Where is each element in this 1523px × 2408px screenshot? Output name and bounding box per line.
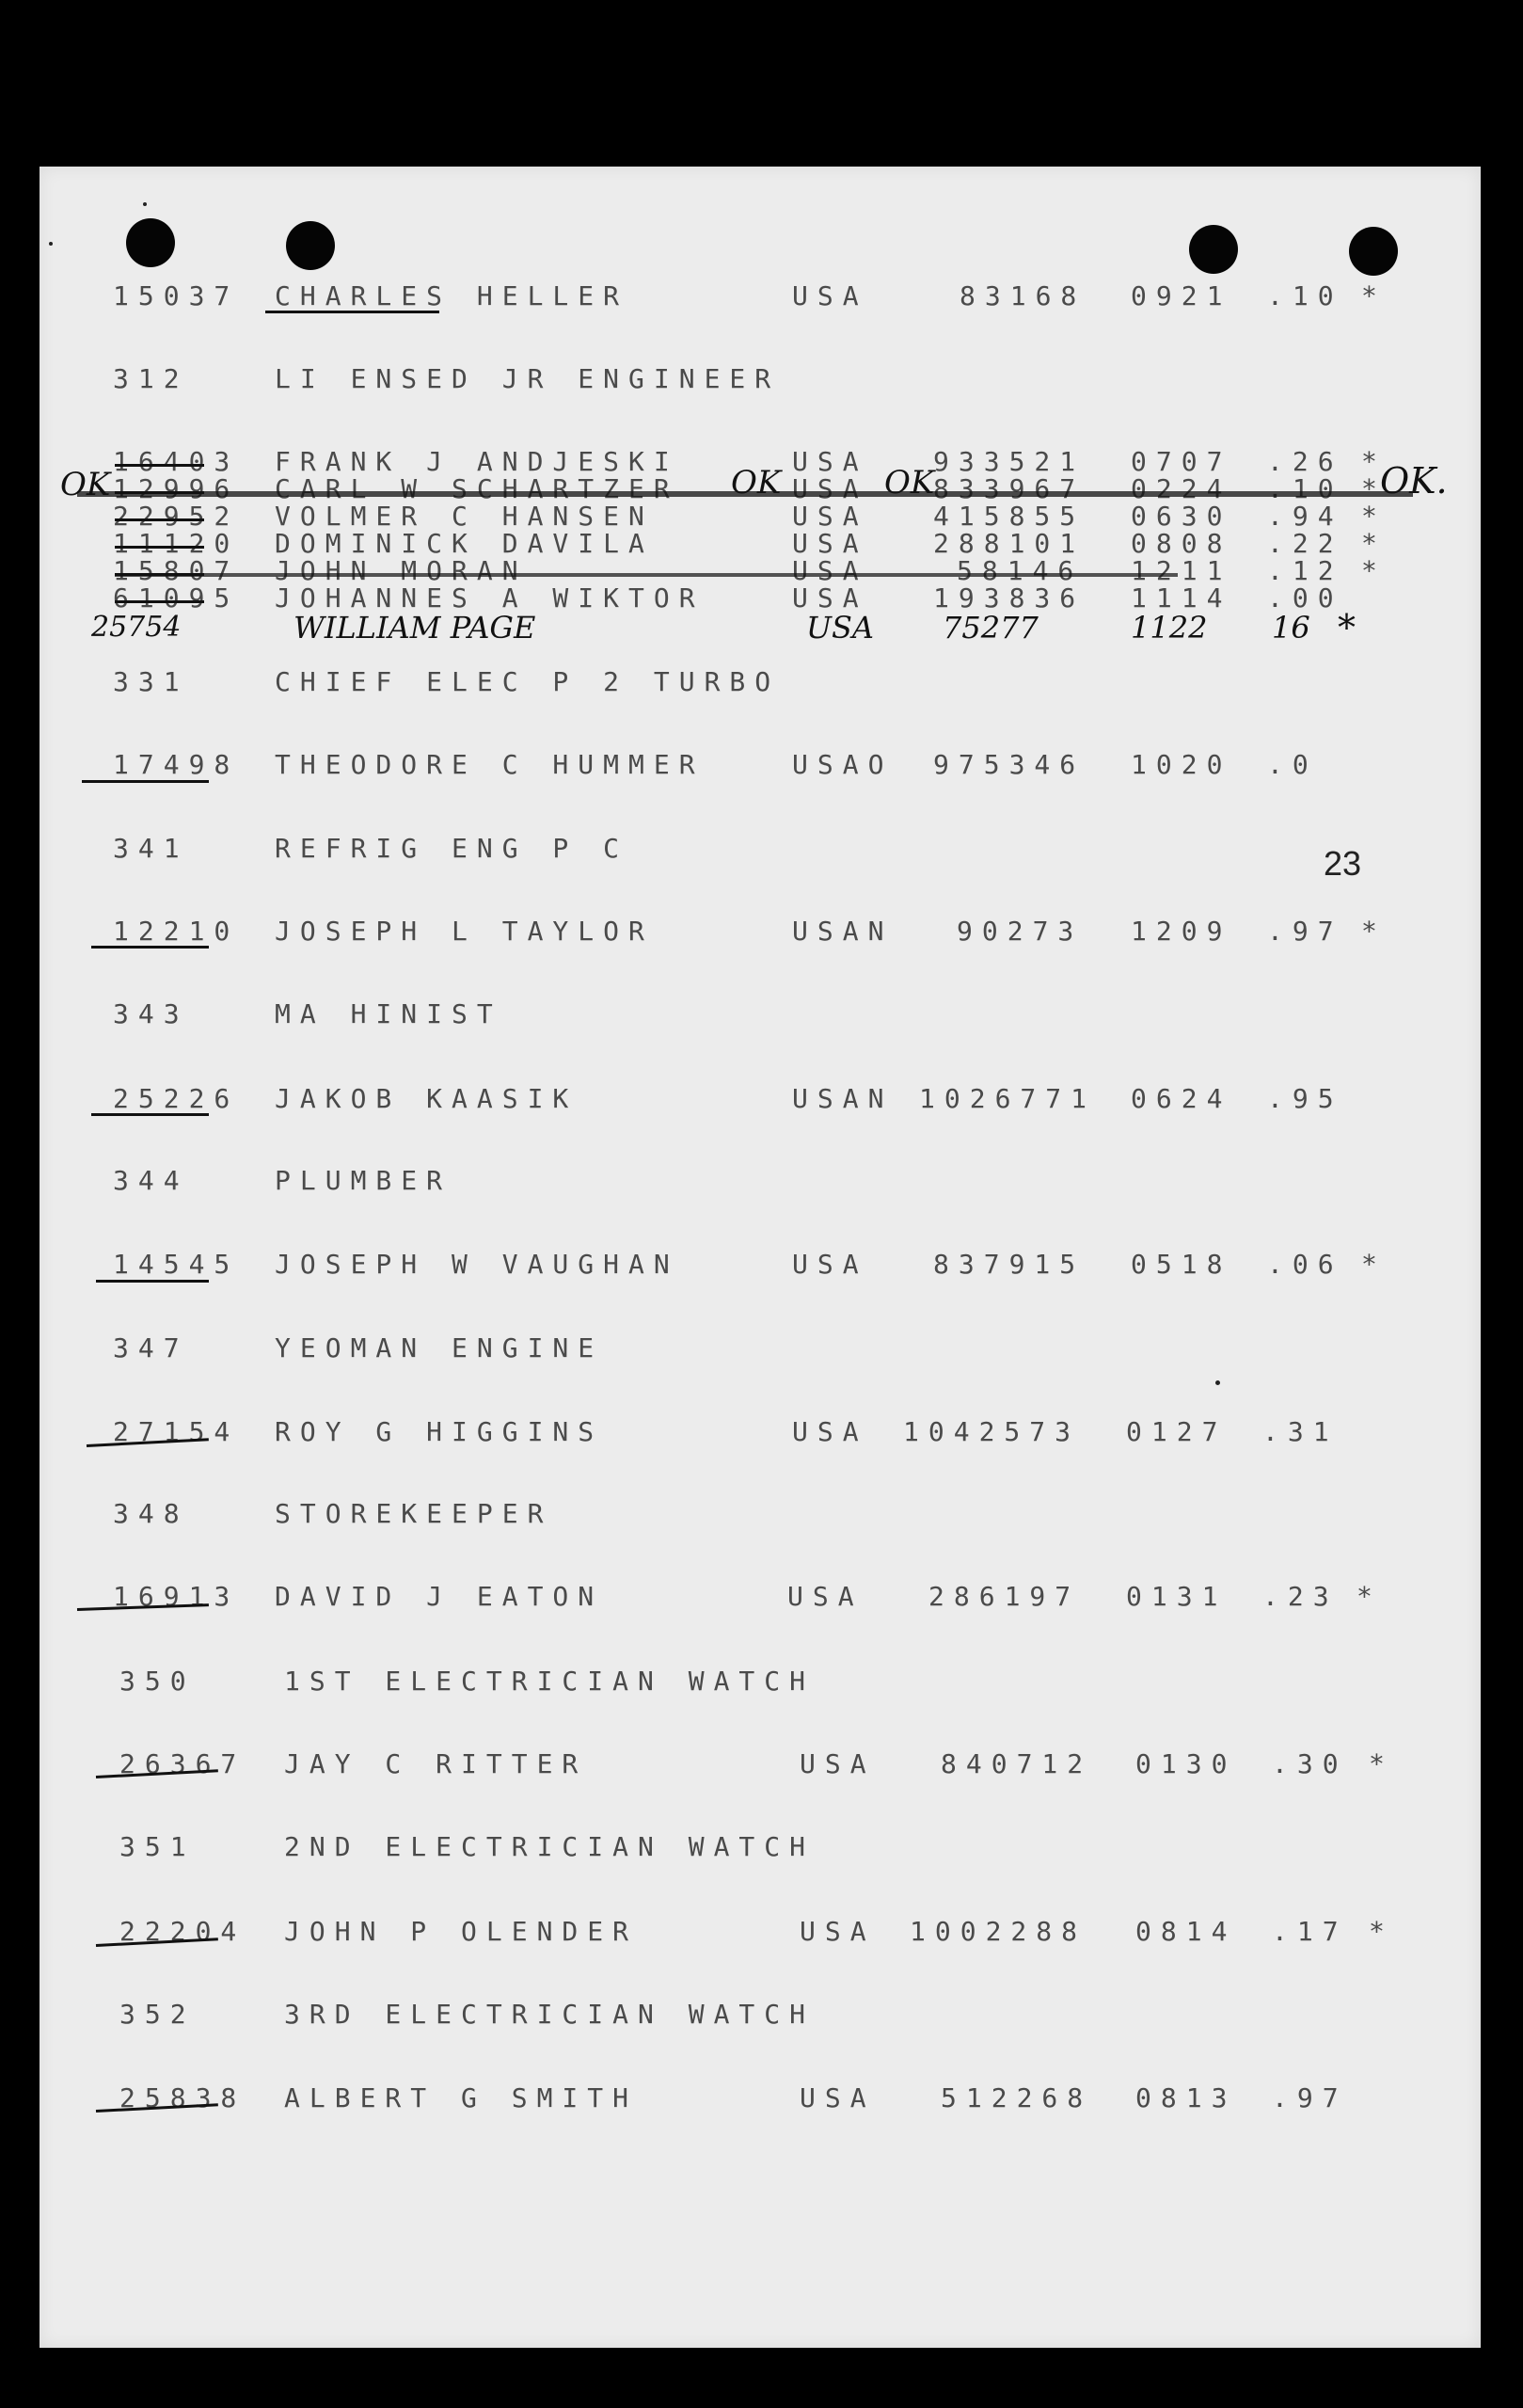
category-title: 1ST ELECTRICIAN WATCH xyxy=(284,1666,816,1697)
certificate-number: 58146 xyxy=(957,555,1084,586)
roster-row xyxy=(40,1913,1481,1951)
strike-line xyxy=(115,464,204,467)
roster-row xyxy=(40,278,1481,315)
category-row xyxy=(40,1828,1481,1866)
employee-name: JOHANNES A WIKTOR xyxy=(275,582,705,614)
dust-speck xyxy=(49,242,53,246)
value: .97 xyxy=(1272,2082,1348,2113)
category-row xyxy=(40,663,1481,701)
employee-id: 15037 xyxy=(113,280,240,311)
category-title: CHIEF ELEC P 2 TURBO xyxy=(275,666,781,697)
category-title: LI ENSED JR ENGINEER xyxy=(275,363,781,394)
dust-speck xyxy=(1215,1380,1220,1385)
employee-name: VOLMER C HANSEN xyxy=(275,501,654,532)
certificate-number: 933521 xyxy=(933,446,1086,477)
date-code: 0224 xyxy=(1131,473,1232,504)
certificate-number: 975346 xyxy=(933,749,1086,780)
value: .10 xyxy=(1267,280,1343,311)
roster-row xyxy=(40,1080,1481,1118)
nationality: USA xyxy=(800,2082,876,2113)
punch-hole xyxy=(286,221,335,270)
asterisk-mark: * xyxy=(1361,555,1387,586)
category-title: 3RD ELECTRICIAN WATCH xyxy=(284,1999,816,2030)
certificate-number: 833967 xyxy=(933,473,1086,504)
asterisk-mark: * xyxy=(1361,501,1387,532)
certificate-number: 286197 xyxy=(928,1581,1081,1612)
nationality: USAN xyxy=(792,1083,894,1114)
asterisk-mark: * xyxy=(1338,607,1356,648)
certificate-number: 75277 xyxy=(943,610,1039,646)
category-code: 343 xyxy=(113,998,189,1029)
asterisk-mark: * xyxy=(1361,473,1387,504)
asterisk-mark: * xyxy=(1361,528,1387,559)
nationality: USA xyxy=(806,610,874,646)
employee-name: CARL W SCHARTZER xyxy=(275,473,679,504)
roster-row xyxy=(40,1578,1481,1616)
ok-annotation: OK xyxy=(731,464,782,502)
category-code: 348 xyxy=(113,1498,189,1529)
roster-row xyxy=(40,1246,1481,1284)
strike-line xyxy=(115,518,204,521)
employee-id: 12996 xyxy=(113,473,240,504)
value: .10 xyxy=(1267,473,1343,504)
punch-hole xyxy=(1189,225,1238,274)
certificate-number: 1026771 xyxy=(919,1083,1097,1114)
date-code: 0127 xyxy=(1126,1416,1228,1447)
strike-line xyxy=(91,946,209,949)
value: .12 xyxy=(1267,555,1343,586)
date-code: 1114 xyxy=(1131,582,1232,614)
value: .00 xyxy=(1267,582,1343,614)
value: .30 xyxy=(1272,1748,1348,1779)
certificate-number: 840712 xyxy=(941,1748,1093,1779)
date-code: 0921 xyxy=(1131,280,1232,311)
date-code: 0131 xyxy=(1126,1581,1228,1612)
nationality: USA xyxy=(792,446,868,477)
date-code: 0808 xyxy=(1131,528,1232,559)
category-row xyxy=(40,1663,1481,1700)
employee-id: 16403 xyxy=(113,446,240,477)
employee-name: CHARLES HELLER xyxy=(275,280,629,311)
employee-id: 27154 xyxy=(113,1416,240,1447)
employee-name: DAVID J EATON xyxy=(275,1581,604,1612)
employee-id: 15807 xyxy=(113,555,240,586)
ok-annotation: OK. xyxy=(1380,460,1448,502)
employee-name: WILLIAM PAGE xyxy=(293,610,536,646)
asterisk-mark: * xyxy=(1356,1581,1382,1612)
category-code: 347 xyxy=(113,1332,189,1363)
value: .06 xyxy=(1267,1249,1343,1280)
category-code: 344 xyxy=(113,1165,189,1196)
category-row xyxy=(40,1495,1481,1533)
date-code: 1211 xyxy=(1131,555,1232,586)
category-title: YEOMAN ENGINE xyxy=(275,1332,604,1363)
category-title: PLUMBER xyxy=(275,1165,452,1196)
employee-name: DOMINICK DAVILA xyxy=(275,528,654,559)
nationality: USA xyxy=(792,473,868,504)
category-code: 331 xyxy=(113,666,189,697)
asterisk-mark: * xyxy=(1361,1249,1387,1280)
certificate-number: 83168 xyxy=(960,280,1087,311)
value: .22 xyxy=(1267,528,1343,559)
employee-name: JAY C RITTER xyxy=(284,1748,588,1779)
date-code: 0707 xyxy=(1131,446,1232,477)
nationality: USA xyxy=(792,1416,868,1447)
value: .0 xyxy=(1267,749,1318,780)
certificate-number: 90273 xyxy=(957,916,1084,947)
date-code: 0814 xyxy=(1135,1916,1237,1947)
employee-id: 11120 xyxy=(113,528,240,559)
employee-name: JOHN MORAN xyxy=(275,555,528,586)
page-number: 23 xyxy=(1324,844,1362,883)
employee-id: 25226 xyxy=(113,1083,240,1114)
category-row xyxy=(40,1162,1481,1200)
category-code: 351 xyxy=(119,1831,196,1862)
nationality: USA xyxy=(792,528,868,559)
strike-line xyxy=(115,600,204,603)
category-row xyxy=(40,360,1481,398)
employee-name: JOSEPH W VAUGHAN xyxy=(275,1249,679,1280)
value: .23 xyxy=(1262,1581,1339,1612)
certificate-number: 512268 xyxy=(941,2082,1093,2113)
category-title: STOREKEEPER xyxy=(275,1498,553,1529)
row-strike-line xyxy=(115,573,1178,577)
category-row xyxy=(40,830,1481,868)
date-code: 1020 xyxy=(1131,749,1232,780)
category-title: REFRIG ENG P C xyxy=(275,833,629,864)
roster-row xyxy=(40,913,1481,950)
employee-name: THEODORE C HUMMER xyxy=(275,749,705,780)
category-code: 341 xyxy=(113,833,189,864)
certificate-number: 288101 xyxy=(933,528,1086,559)
date-code: 1209 xyxy=(1131,916,1232,947)
nationality: USA xyxy=(800,1916,876,1947)
date-code: 0813 xyxy=(1135,2082,1237,2113)
category-row xyxy=(40,1996,1481,2033)
certificate-number: 1042573 xyxy=(903,1416,1081,1447)
employee-id: 25754 xyxy=(91,611,182,644)
value: 16 xyxy=(1272,610,1310,646)
date-code: 0630 xyxy=(1131,501,1232,532)
category-title: MA HINIST xyxy=(275,998,502,1029)
employee-id: 26367 xyxy=(119,1748,246,1779)
value: .26 xyxy=(1267,446,1343,477)
employee-name: JOSEPH L TAYLOR xyxy=(275,916,654,947)
asterisk-mark: * xyxy=(1361,916,1387,947)
asterisk-mark: * xyxy=(1369,1748,1394,1779)
value: .94 xyxy=(1267,501,1343,532)
employee-id: 61095 xyxy=(113,582,240,614)
employee-name: ROY G HIGGINS xyxy=(275,1416,604,1447)
category-row xyxy=(40,1330,1481,1367)
value: .97 xyxy=(1267,916,1343,947)
strike-line xyxy=(115,546,204,549)
nationality: USA xyxy=(792,501,868,532)
ok-annotation: OK xyxy=(884,464,935,502)
roster-row xyxy=(40,746,1481,784)
roster-row xyxy=(40,2080,1481,2117)
nationality: USA xyxy=(792,582,868,614)
nationality: USA xyxy=(792,280,868,311)
employee-id: 22952 xyxy=(113,501,240,532)
nationality: USA xyxy=(800,1748,876,1779)
employee-name: JAKOB KAASIK xyxy=(275,1083,579,1114)
category-title: 2ND ELECTRICIAN WATCH xyxy=(284,1831,816,1862)
asterisk-mark: * xyxy=(1361,280,1387,311)
category-row xyxy=(40,996,1481,1033)
roster-row xyxy=(40,1413,1481,1451)
value: .31 xyxy=(1262,1416,1339,1447)
employee-id: 22204 xyxy=(119,1916,246,1947)
employee-name: FRANK J ANDJESKI xyxy=(275,446,679,477)
nationality: USAN xyxy=(792,916,894,947)
date-code: 0624 xyxy=(1131,1083,1232,1114)
value: .17 xyxy=(1272,1916,1348,1947)
employee-id: 12210 xyxy=(113,916,240,947)
certificate-number: 415855 xyxy=(933,501,1086,532)
asterisk-mark: * xyxy=(1369,1916,1394,1947)
strike-line xyxy=(91,1113,209,1116)
asterisk-mark: * xyxy=(1361,446,1387,477)
date-code: 0518 xyxy=(1131,1249,1232,1280)
certificate-number: 193836 xyxy=(933,582,1086,614)
date-code: 1122 xyxy=(1131,610,1208,646)
strike-line xyxy=(96,1280,209,1283)
nationality: USAO xyxy=(792,749,894,780)
roster-row xyxy=(40,1746,1481,1783)
employee-id: 16913 xyxy=(113,1581,240,1612)
nationality: USA xyxy=(787,1581,864,1612)
name-underline xyxy=(265,311,439,313)
employee-name: ALBERT G SMITH xyxy=(284,2082,639,2113)
nationality: USA xyxy=(792,1249,868,1280)
handwritten-row xyxy=(40,609,1481,646)
punch-hole xyxy=(1349,227,1398,276)
employee-name: JOHN P OLENDER xyxy=(284,1916,639,1947)
date-code: 0130 xyxy=(1135,1748,1237,1779)
employee-id: 25838 xyxy=(119,2082,246,2113)
certificate-number: 1002288 xyxy=(910,1916,1087,1947)
employee-id: 17498 xyxy=(113,749,240,780)
category-code: 312 xyxy=(113,363,189,394)
category-code: 352 xyxy=(119,1999,196,2030)
nationality: USA xyxy=(792,555,868,586)
dust-speck xyxy=(143,202,147,206)
category-code: 350 xyxy=(119,1666,196,1697)
document-page xyxy=(40,167,1481,2348)
punch-hole xyxy=(126,218,175,267)
value: .95 xyxy=(1267,1083,1343,1114)
strike-line xyxy=(82,780,209,783)
ok-annotation: OK xyxy=(60,466,111,503)
certificate-number: 837915 xyxy=(933,1249,1086,1280)
employee-id: 14545 xyxy=(113,1249,240,1280)
